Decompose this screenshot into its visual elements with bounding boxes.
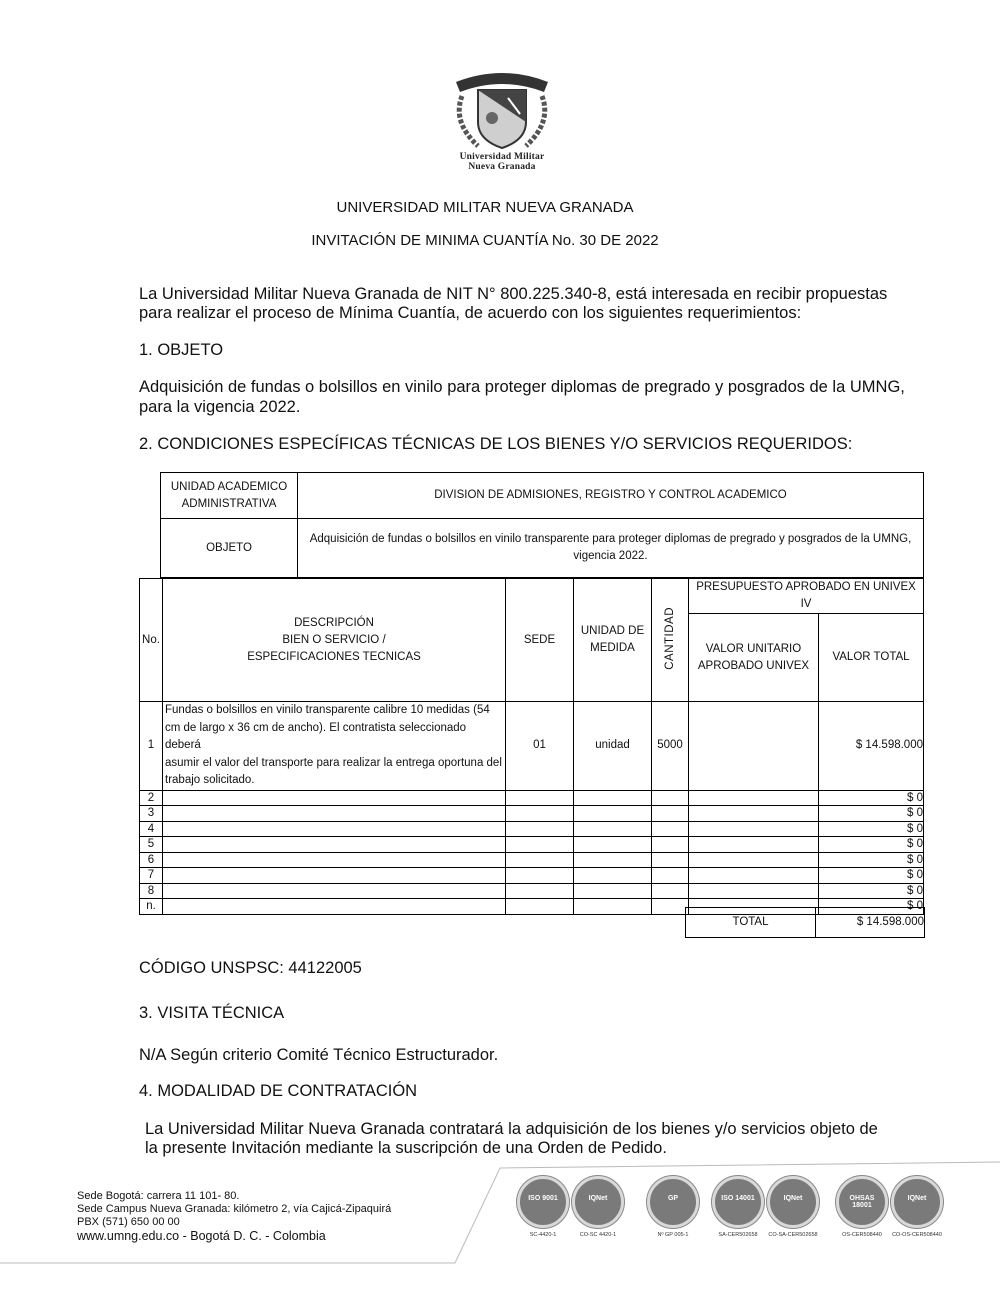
unspsc-code: CÓDIGO UNSPSC: 44122005	[139, 959, 362, 977]
intro-line-1: La Universidad Militar Nueva Granada de NIT N° 800.225.340-8, está interesada en recibir propuestas	[139, 285, 888, 303]
row-1-description: Fundas o bolsillos en vinilo transparente calibre 10 medidas (54 cm de largo x 36 cm de ancho). El contratista seleccionado deberá asumir el valor del transporte para realizar la entrega oportuna del trabajo solicitado.	[163, 702, 506, 791]
empty-rows	[140, 790, 924, 914]
footer-address-bogota: Sede Bogotá: carrera 11 101- 80.	[77, 1190, 240, 1202]
unit-label-cell: UNIDAD ACADEMICO ADMINISTRATIVA	[161, 473, 298, 519]
table-row: 4 $ 0	[140, 821, 924, 837]
footer-website: www.umng.edu.co - Bogotá D. C. - Colombia	[77, 1229, 326, 1243]
intro-line-2: para realizar el proceso de Mínima Cuantía, de acuerdo con los siguientes requerimientos:	[139, 304, 802, 322]
certification-badge: OHSAS 18001 OS-CER508440	[836, 1176, 888, 1239]
section-4-line-1: La Universidad Militar Nueva Granada contratará la adquisición de los bienes y/o servicios objeto de	[145, 1120, 878, 1138]
section-1-line-2: para la vigencia 2022.	[139, 398, 301, 416]
table-row: 2 $ 0	[140, 790, 924, 806]
footer-phone: PBX (571) 650 00 00	[77, 1216, 180, 1228]
table-row: 3 $ 0	[140, 806, 924, 822]
certification-badge: GP Nº GP 005-1	[647, 1176, 699, 1239]
table-row: 8 $ 0	[140, 883, 924, 899]
section-1-line-1: Adquisición de fundas o bolsillos en vinilo para proteger diplomas de pregrado y posgrados de la UMNG,	[139, 378, 905, 396]
object-value-cell: Adquisición de fundas o bolsillos en vinilo transparente para proteger diplomas de pregrado y posgrados de la UMNG, vigencia 2022.	[298, 519, 924, 578]
logo-name-line2: Nueva Granada	[468, 162, 536, 172]
certification-seal-icon: ISO 9001	[517, 1176, 569, 1228]
header-budget: PRESUPUESTO APROBADO EN UNIVEX IV	[689, 579, 924, 614]
table-row: n. $ 0	[140, 899, 924, 915]
unit-info-table	[160, 472, 924, 578]
total-label: TOTAL	[686, 908, 816, 938]
institution-title: UNIVERSIDAD MILITAR NUEVA GRANADA	[336, 199, 634, 216]
certification-seal-icon: OHSAS 18001	[836, 1176, 888, 1228]
header-sede: SEDE	[506, 579, 574, 702]
section-4-line-2: la presente Invitación mediante la suscripción de una Orden de Pedido.	[145, 1139, 667, 1157]
total-value: $ 14.598.000	[816, 908, 925, 938]
certification-seal-icon: ISO 14001	[712, 1176, 764, 1228]
section-4-heading: 4. MODALIDAD DE CONTRATACIÓN	[139, 1082, 418, 1100]
footer-address-campus: Sede Campus Nueva Granada: kilómetro 2, vía Cajicá-Zipaquirá	[77, 1203, 392, 1215]
table-row: 6 $ 0	[140, 852, 924, 868]
certification-badge: IQNet CO-SC 4420-1	[572, 1176, 624, 1239]
total-table	[685, 907, 925, 938]
certification-badge: IQNet CO-OS-CER508440	[891, 1176, 943, 1239]
invitation-title: INVITACIÓN DE MINIMA CUANTÍA No. 30 DE 2022	[311, 232, 659, 249]
certification-seal-icon: IQNet	[767, 1176, 819, 1228]
certification-seal-icon: GP	[647, 1176, 699, 1228]
header-unit-value: VALOR UNITARIO APROBADO UNIVEX	[689, 614, 819, 702]
logo-motto: SCIENTIÆ · PATRIÆ · FAMILIÆ	[470, 66, 535, 71]
section-2-heading: 2. CONDICIONES ESPECÍFICAS TÉCNICAS DE LOS BIENES Y/O SERVICIOS REQUERIDOS:	[139, 435, 853, 453]
unit-value-cell: DIVISION DE ADMISIONES, REGISTRO Y CONTROL ACADEMICO	[298, 473, 924, 519]
table-row: 5 $ 0	[140, 837, 924, 853]
certification-badge: ISO 14001 SA-CER502658	[712, 1176, 764, 1239]
certification-badge: ISO 9001 SC-4420-1	[517, 1176, 569, 1239]
requirements-table	[139, 578, 924, 915]
section-3-heading: 3. VISITA TÉCNICA	[139, 1004, 285, 1022]
table-row: 7 $ 0	[140, 868, 924, 884]
logo-name-line1: Universidad Militar	[459, 152, 545, 162]
certification-badge: IQNet CO-SA-CER502658	[767, 1176, 819, 1239]
section-1-heading: 1. OBJETO	[139, 341, 224, 359]
header-description: DESCRIPCIÓN BIEN O SERVICIO / ESPECIFICACIONES TECNICAS	[163, 579, 506, 702]
section-3-text: N/A Según criterio Comité Técnico Estructurador.	[139, 1046, 499, 1064]
certification-seal-icon: IQNet	[572, 1176, 624, 1228]
certification-seal-icon: IQNet	[891, 1176, 943, 1228]
header-quantity: CANTIDAD	[652, 579, 689, 702]
table-row: 1 Fundas o bolsillos en vinilo transparente calibre 10 medidas (54 cm de largo x 36 cm de ancho). El contratista seleccionado deberá asumir el valor del transporte para realizar la entrega oportuna del trabajo solicitado. 01 unidad 5000 $ 14.598.000	[140, 702, 924, 791]
header-no: No.	[140, 579, 163, 702]
object-label-cell: OBJETO	[161, 519, 298, 578]
header-unit: UNIDAD DE MEDIDA	[574, 579, 652, 702]
header-total-value: VALOR TOTAL	[819, 614, 924, 702]
